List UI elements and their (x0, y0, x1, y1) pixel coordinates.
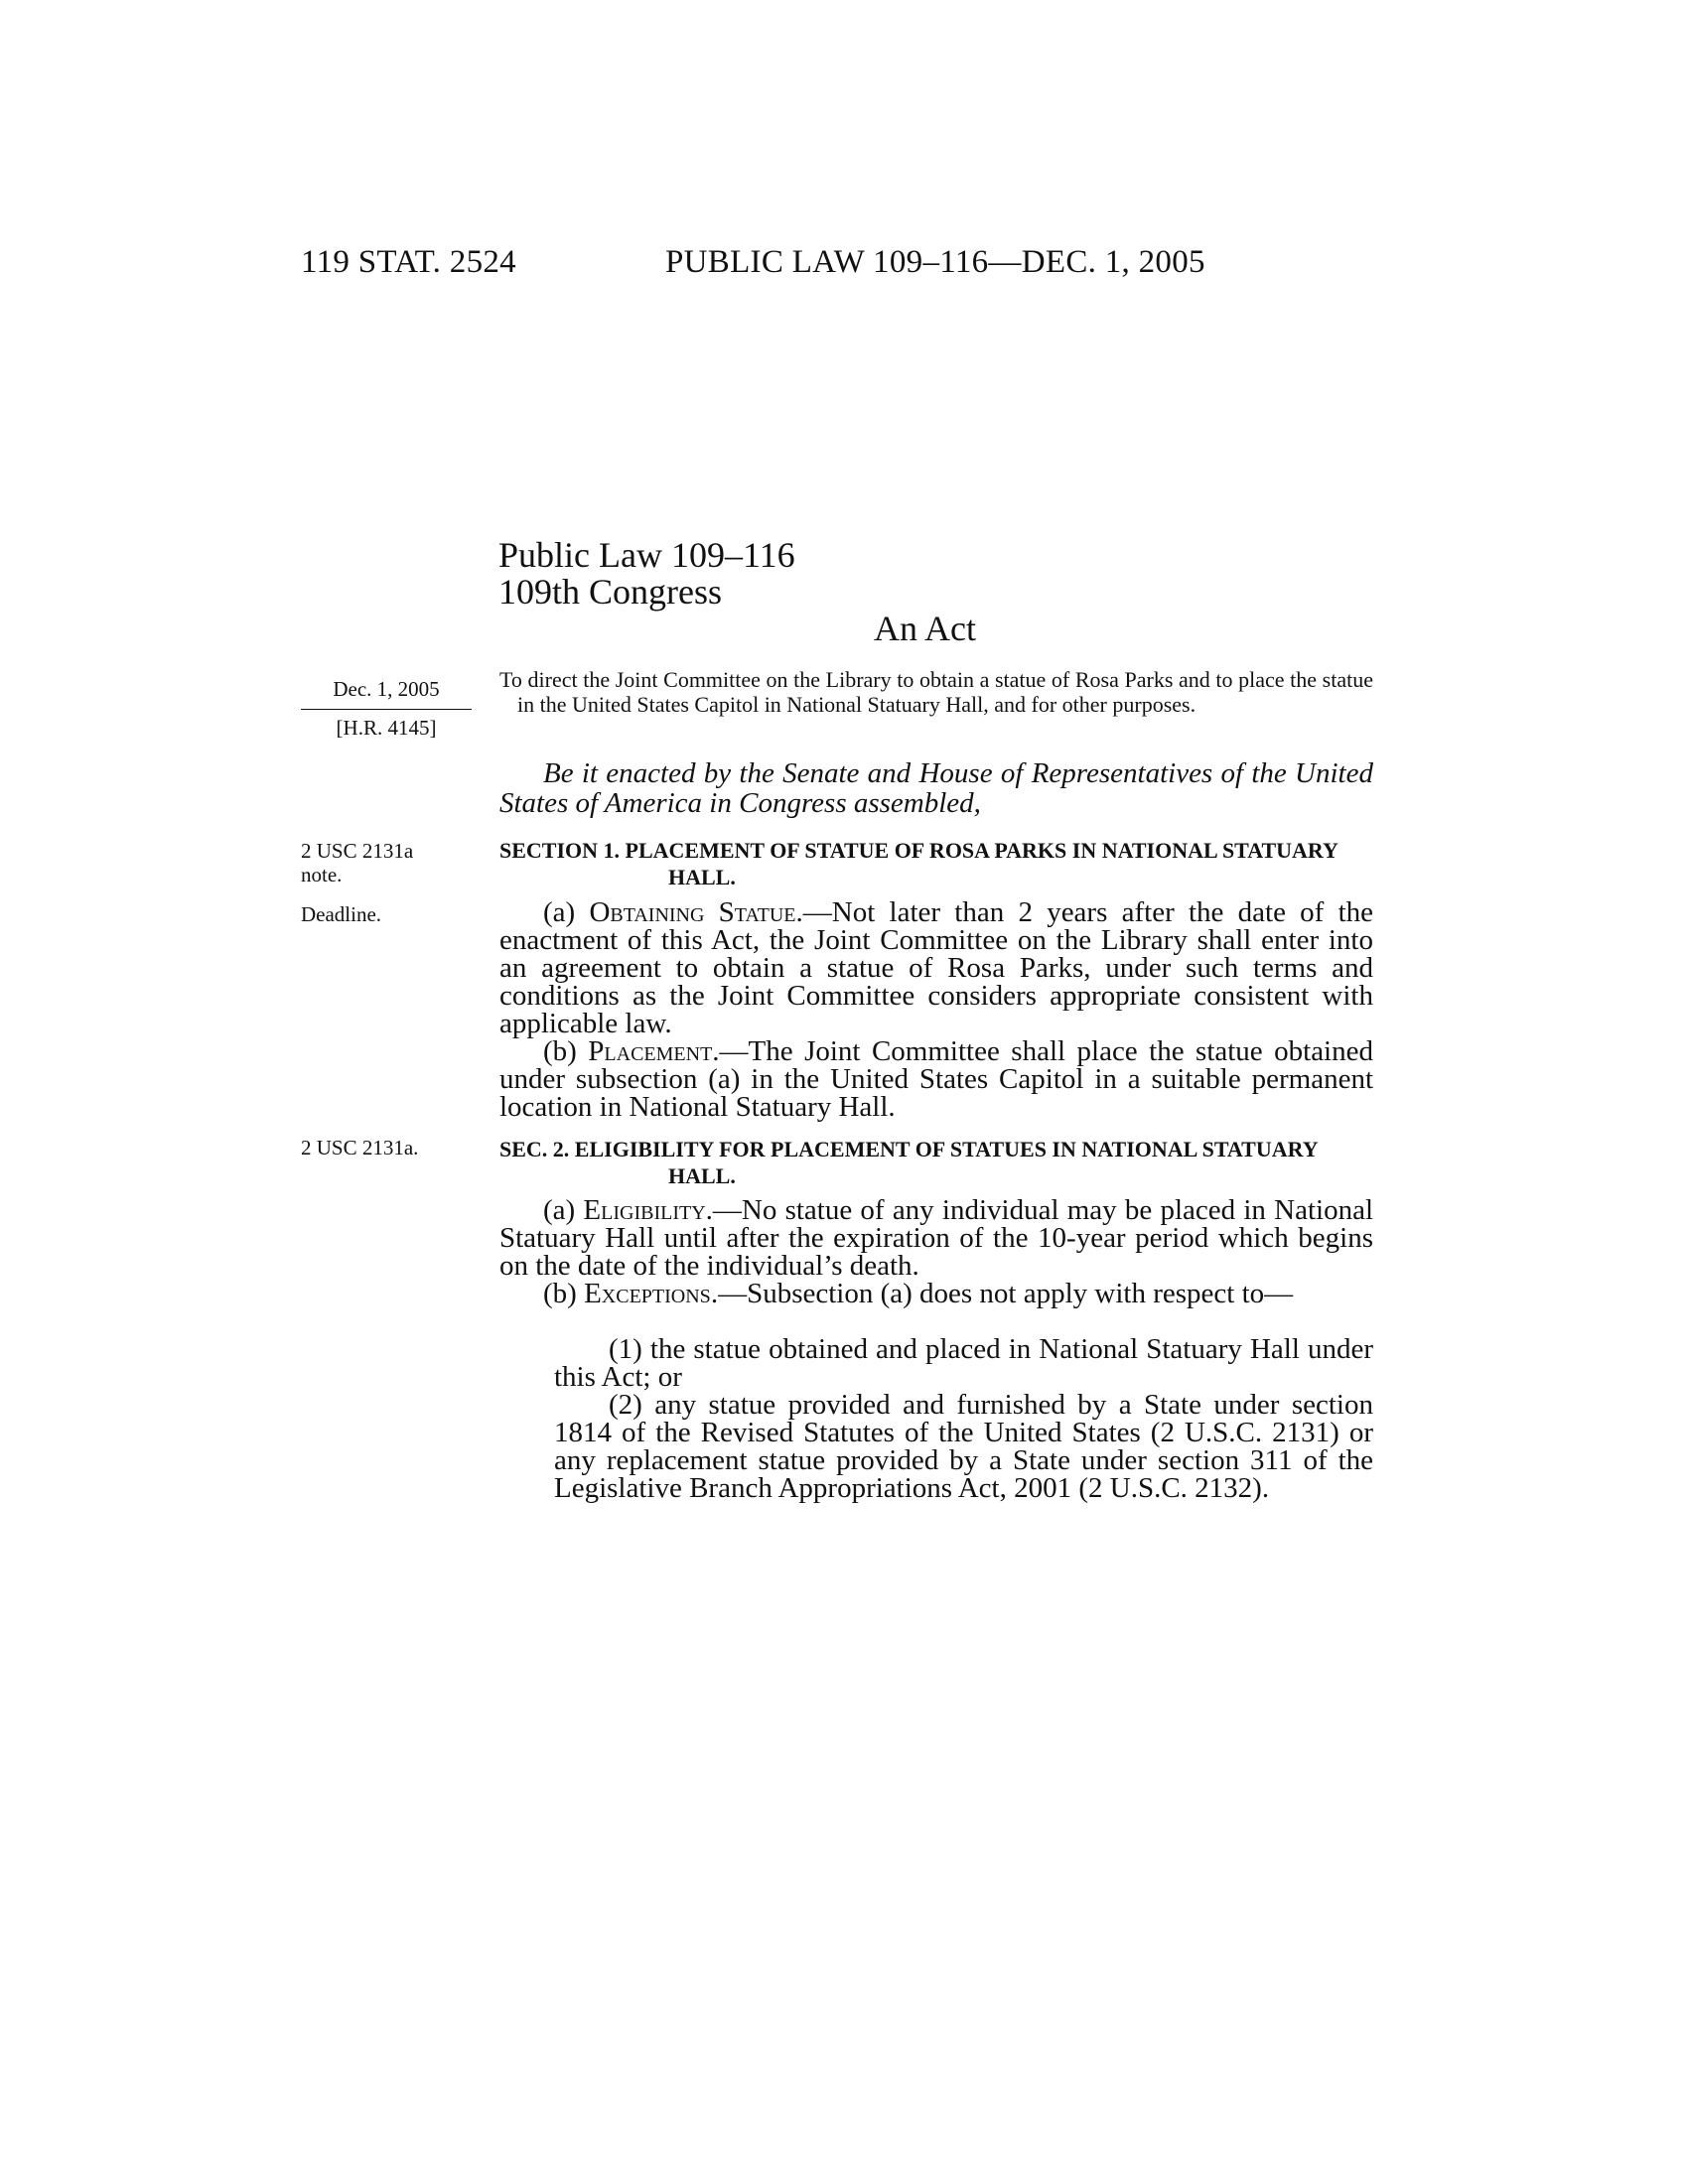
subsection-label: (a) (543, 1194, 584, 1226)
deadline-note: Deadline. (301, 902, 382, 926)
exception-item-1: (1) the statue obtained and placed in National Statuary Hall under this Act; or (554, 1333, 1373, 1393)
section-2-subsection-b (499, 1280, 1373, 1307)
subsection-caption: Placement (588, 1035, 713, 1067)
exception-item-2: (2) any statue provided and furnished by a State under section 1814 of the Revised Statutes of the United States (2 U.S.C. 2131) or any replacement statue provided by a State under section 311 of the Legislative Branch Appropriations Act, 2001 (2 U.S.C. 2132). (554, 1389, 1373, 1504)
exceptions-list (499, 1335, 1373, 1502)
section-2-heading: SEC. 2. ELIGIBILITY FOR PLACEMENT OF STATUES IN NATIONAL STATUARY HALL. (499, 1137, 1318, 1188)
subsection-label: (b) (543, 1035, 589, 1067)
section-2-body (499, 1196, 1373, 1307)
subsection-text: .—Not later than 2 years after the date of the enactment of this Act, the Joint Committee on the Library shall enter into an agreement to obtain a statue of Rosa Parks, under such terms and conditions as the Joint Committee considers appropriate consistent with applicable law. (499, 896, 1374, 1039)
subsection-caption: Eligibility (583, 1194, 706, 1226)
stat-citation: 119 STAT. 2524 (301, 244, 516, 280)
congress-number: 109th Congress (498, 572, 722, 612)
running-title: PUBLIC LAW 109–116—DEC. 1, 2005 (665, 244, 1205, 280)
section-1-subsection-b (499, 1037, 1373, 1121)
bill-number: [H.R. 4145] (336, 716, 437, 740)
subsection-caption: Obtaining Statue (589, 896, 796, 928)
enactment-date: Dec. 1, 2005 (333, 677, 440, 701)
usc-note-1-suffix: note. (301, 863, 343, 887)
law-number: Public Law 109–116 (498, 535, 795, 575)
subsection-label: (a) (543, 896, 590, 928)
subsection-text: .—Subsection (a) does not apply with respect to— (710, 1278, 1294, 1309)
subsection-label: (b) (543, 1278, 585, 1309)
date-divider (301, 709, 472, 710)
date-bill-note (301, 677, 472, 740)
long-title: To direct the Joint Committee on the Library to obtain a statue of Rosa Parks and to place the statue in the United States Capitol in National Statuary Hall, and for other purposes. (499, 667, 1373, 717)
subsection-caption: Exceptions (584, 1278, 711, 1309)
section-1-heading: SECTION 1. PLACEMENT OF STATUE OF ROSA PARKS IN NATIONAL STATUARY HALL. (499, 838, 1338, 889)
section-1-subsection-a (499, 898, 1373, 1037)
subsection-text: .—No statue of any individual may be placed in National Statuary Hall until after the expiration of the 10-year period which begins on the date of the individual’s death. (499, 1194, 1374, 1282)
section-2-subsection-a (499, 1196, 1373, 1280)
act-heading: An Act (874, 609, 976, 648)
usc-note-1-citation: 2 USC 2131a (301, 839, 414, 863)
usc-note-2: 2 USC 2131a. (301, 1136, 419, 1160)
subsection-text: .—The Joint Committee shall place the statue obtained under subsection (a) in the United States Capitol in a suitable permanent location in National Statuary Hall. (499, 1035, 1373, 1123)
section-1-body (499, 898, 1373, 1121)
usc-note-1 (301, 839, 490, 887)
enacting-clause: Be it enacted by the Senate and House of Representatives of the United States of America in Congress assembled, (499, 757, 1373, 819)
